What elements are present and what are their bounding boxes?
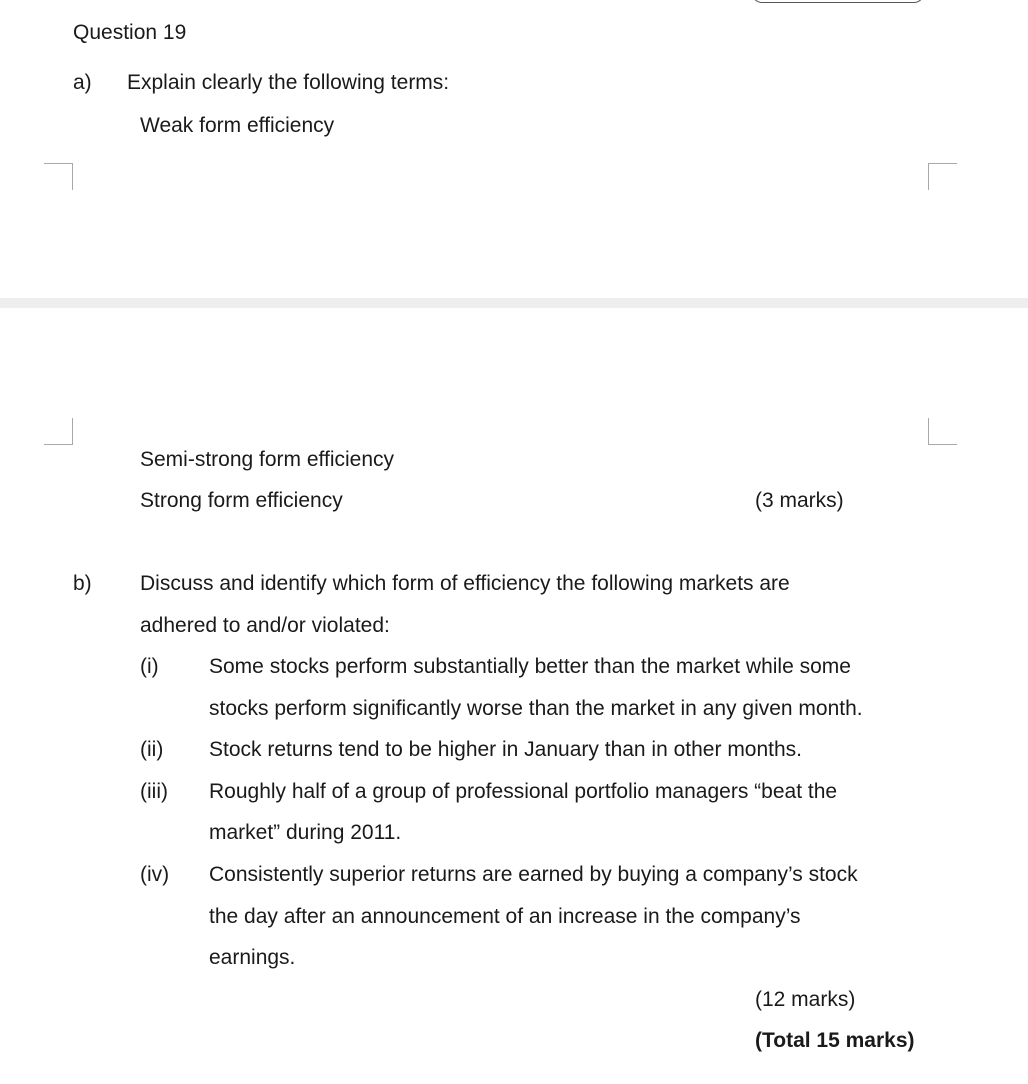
part-b-label: b) [73,572,92,595]
part-b-prompt-line2: adhered to and/or violated: [140,614,390,637]
part-a-marks: (3 marks) [755,489,844,512]
item-ii-number: (ii) [140,738,164,761]
total-marks: (Total 15 marks) [755,1029,915,1052]
item-i-line1: Some stocks perform substantially better than the market while some [209,655,851,678]
part-a-label: a) [73,71,92,94]
part-b-prompt-line1: Discuss and identify which form of efficiency the following markets are [140,572,790,595]
page-corner-mark-top-left [44,163,73,190]
part-a-prompt: Explain clearly the following terms: [127,71,450,94]
item-i-number: (i) [140,655,159,678]
page-corner-mark-bottom-left [44,418,73,445]
term-weak-form: Weak form efficiency [140,114,335,137]
term-strong-form: Strong form efficiency [140,489,343,512]
item-iii-line2: market” during 2011. [209,821,402,844]
page-break-gap [0,298,1028,308]
item-ii-line1: Stock returns tend to be higher in January than in other months. [209,738,803,761]
page-corner-mark-top-right [928,163,957,190]
part-b-marks: (12 marks) [755,988,856,1011]
top-page-remnant [752,0,924,3]
question-title: Question 19 [73,21,187,44]
item-iii-line1: Roughly half of a group of professional portfolio managers “beat the [209,780,838,803]
item-i-line2: stocks perform significantly worse than the market in any given month. [209,697,863,720]
item-iv-line1: Consistently superior returns are earned by buying a company’s stock [209,863,858,886]
page-corner-mark-bottom-right [928,418,957,445]
item-iv-line3: earnings. [209,946,296,969]
item-iii-number: (iii) [140,780,168,803]
term-semi-strong-form: Semi-strong form efficiency [140,448,395,471]
item-iv-line2: the day after an announcement of an increase in the company’s [209,905,801,928]
item-iv-number: (iv) [140,863,170,886]
